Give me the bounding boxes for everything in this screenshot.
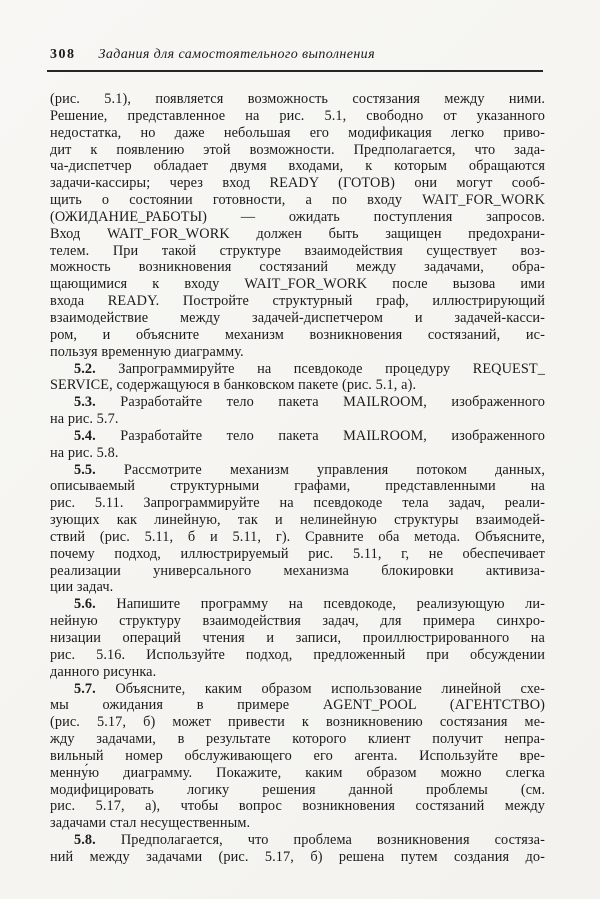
text-line: пользуя временную диаграмму. [50,343,244,360]
task-number: 5.6. [74,596,96,613]
text-line: 5.3. Разработайте тело пакета MAILROOM, изображенного [74,394,545,411]
text-line: реализации универсального механизма блокировки активиза- [50,562,545,579]
text-line: почему подход, иллюстрируемый рис. 5.11, г, не обеспечивает [50,545,545,562]
text-line: Вход WAIT_FOR_WORK должен быть защищен предохрани- [50,225,545,242]
task-number: 5.5. [74,461,96,478]
text-line: ствий (рис. 5.11, б и 5.11, г). Сравните оба метода. Объясните, [50,528,545,545]
text-line: (рис. 5.17, б) может привести к возникновению состязания ме- [50,714,545,731]
text-line: щающимися к входу WAIT_FOR_WORK после вызова ими [50,276,545,293]
text-line: менну́ю диаграмму. Покажите, каким образом можно слегка [50,764,545,781]
text-line: данного рисунка. [50,663,157,680]
text-line: недостатка, но даже небольшая его модификация легко приво- [50,124,545,141]
text-line: зующих как линейную, так и нелинейную структуры взаимодей- [50,512,545,529]
text-line: задачами стал несущественным. [50,815,251,832]
text-line: щить о состоянии готовности, а по входу WAIT_FOR_WORK [50,192,545,209]
text-line: дит к появлению этой возможности. Предполагается, что зада- [50,141,545,158]
running-head-title: Задания для самостоятельного выполнения [98,47,375,62]
text-line: на рис. 5.8. [50,444,119,461]
text-line: ча-диспетчер обладает двумя входами, к которым обращаются [50,158,545,175]
page-number: 308 [50,47,76,62]
text-line: рис. 5.11. Запрограммируйте на псевдокоде тела задач, реали- [50,495,545,512]
text-line: нейную структуру взаимодействия задач, для примера синхро- [50,613,545,630]
header-rule [47,70,543,72]
text-line: входа READY. Постройте структурный граф, иллюстрирующий [50,293,545,310]
text-line: (рис. 5.1), появляется возможность состязания между ними. [50,91,545,107]
text-block [50,91,545,866]
text-line: рис. 5.16. Используйте подход, предложенный при обсуждении [50,646,545,663]
text-line: описываемый структурными графами, представленными на [50,478,545,495]
task-number: 5.8. [74,832,96,849]
task-paragraph-5.4 [50,428,545,462]
paragraph-continuation [50,91,545,361]
task-paragraph-5.8 [50,832,545,866]
text-line: 5.8. Предполагается, что проблема возникновения состяза- [74,832,545,849]
text-line: взаимодействие между задачей-диспетчером и задачей-касси- [50,309,545,326]
text-line: 5.5. Рассмотрите механизм управления потоком данных, [74,461,545,478]
text-line: жду задачами, в результате которого клиент получит непра- [50,731,545,748]
text-line: 5.7. Объясните, каким образом использование линейной схе- [74,680,545,697]
text-line: 5.2. Запрограммируйте на псевдокоде процедуру REQUEST_ [74,360,545,377]
text-line: рис. 5.17, а), чтобы вопрос возникновения состязаний между [50,798,545,815]
text-line: можность возникновения состязаний между задачами, обра- [50,259,545,276]
text-line: задачи-кассиры; через вход READY (ГОТОВ) они могут сооб- [50,175,545,192]
text-line: на рис. 5.7. [50,411,119,428]
task-number: 5.4. [74,427,96,444]
text-line: SERVICE, содержащуюся в банковском пакете (рис. 5.1, а). [50,377,417,394]
text-line: модифицировать логику решения данной проблемы (см. [50,781,545,798]
task-paragraph-5.6 [50,596,545,680]
text-line: 5.4. Разработайте тело пакета MAILROOM, изображенного [74,427,545,444]
task-paragraph-5.7 [50,681,545,833]
text-line: ции задач. [50,579,114,596]
text-line: (ОЖИДАНИЕ_РАБОТЫ) — ожидать поступления запросов. [50,208,545,225]
task-number: 5.3. [74,394,96,411]
text-line: ром, и объясните механизм возникновения состязаний, ис- [50,326,545,343]
text-line: вильный номер обслуживающего его агента. Используйте вре- [50,747,545,764]
task-number: 5.2. [74,360,96,377]
task-number: 5.7. [74,680,96,697]
text-line: ний между задачами (рис. 5.17, б) решена путем создания до- [50,848,545,865]
text-line: мы ожидания в примере AGENT_POOL (АГЕНТСТВО) [50,697,545,714]
task-paragraph-5.2 [50,361,545,395]
task-paragraph-5.5 [50,462,545,597]
text-line: телем. При такой структуре взаимодействия существует воз- [50,242,545,259]
text-line: низации операций чтения и записи, проиллюстрированного на [50,630,545,646]
text-line: 5.6. Напишите программу на псевдокоде, реализующую ли- [74,596,545,613]
running-header [50,47,544,63]
task-paragraph-5.3 [50,394,545,428]
text-line: Решение, представленное на рис. 5.1, свободно от указанного [50,107,545,124]
